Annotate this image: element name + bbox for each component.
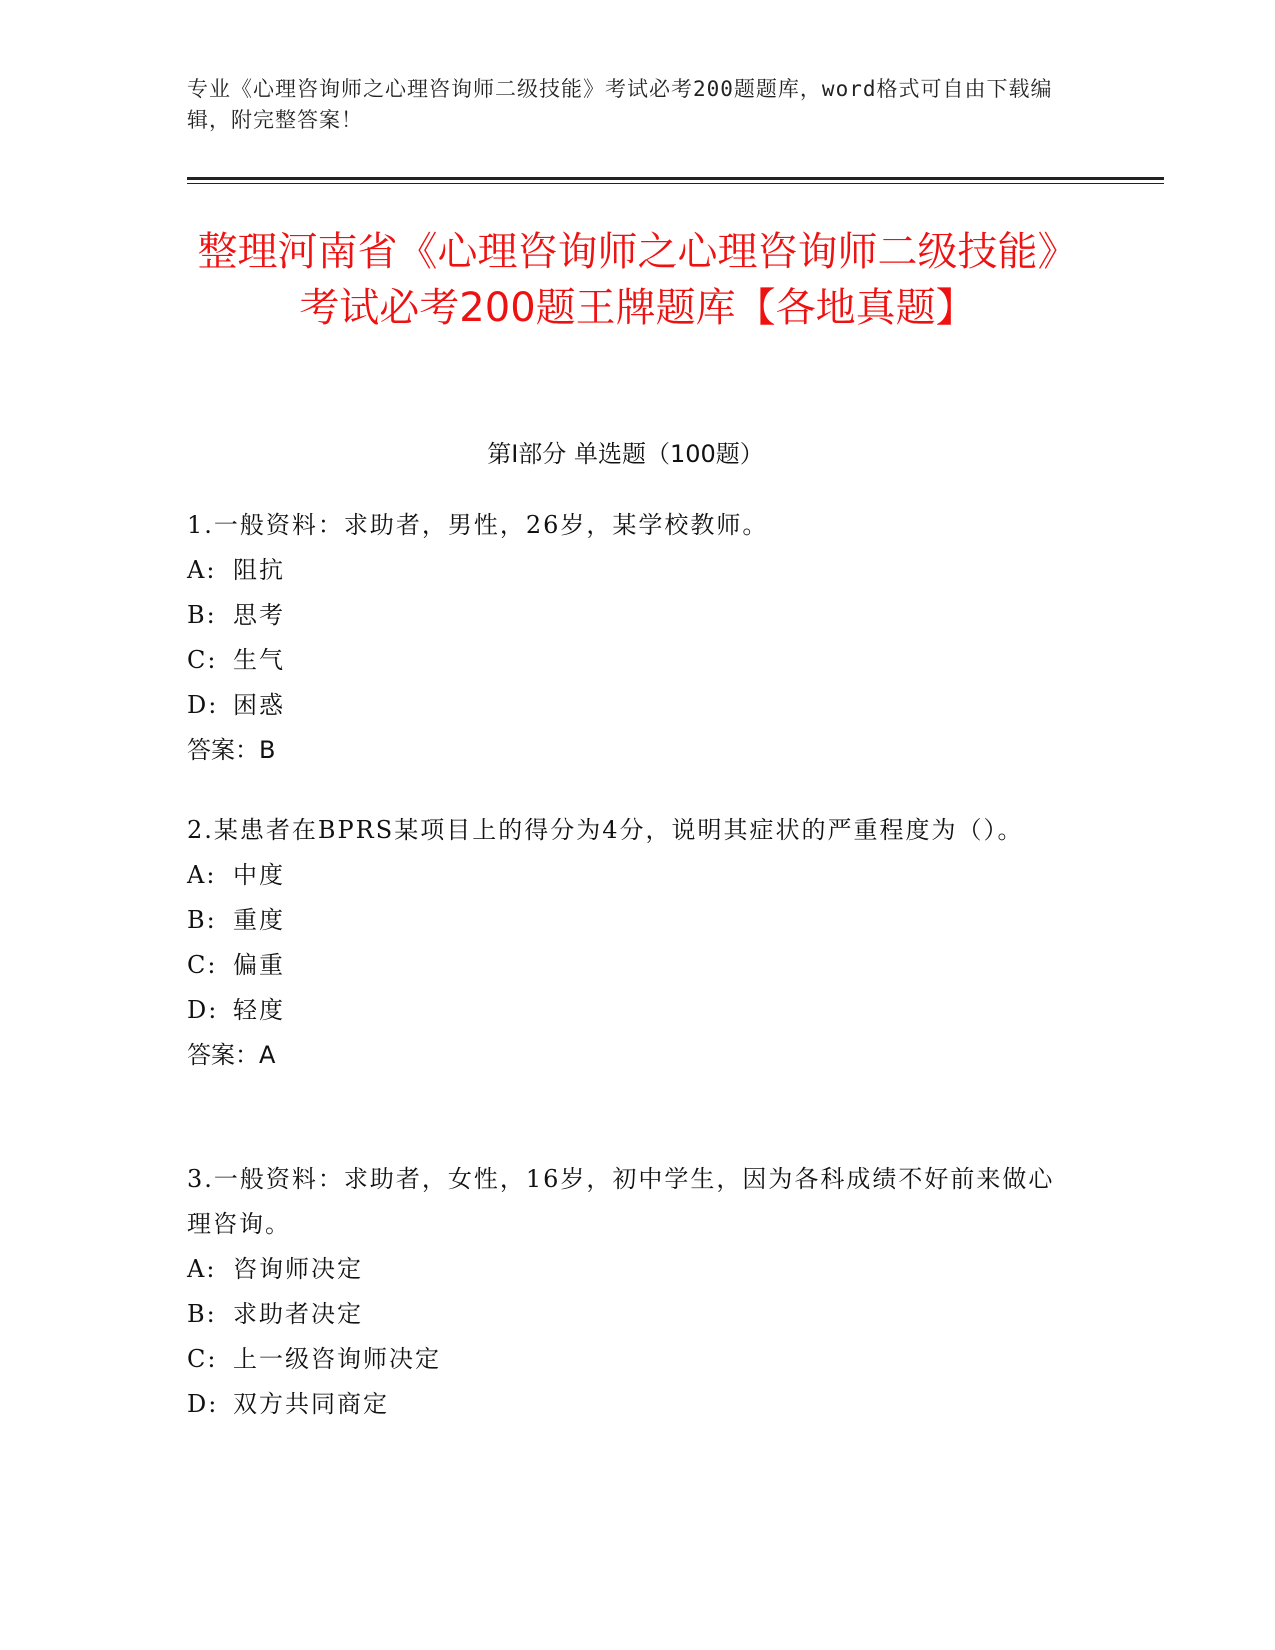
option-d [187,683,1067,728]
option-text: 生气 [233,646,285,674]
option-letter: C: [187,951,218,979]
question-2 [187,808,1067,1078]
question-1 [187,503,1067,773]
option-text: 重度 [233,906,285,934]
option-text: 轻度 [233,996,285,1024]
option-letter: A: [187,1255,217,1283]
option-text: 求助者决定 [233,1300,363,1328]
option-d [187,1382,1067,1427]
option-letter: C: [187,646,218,674]
option-letter: C: [187,1345,218,1373]
option-a [187,853,1067,898]
option-b [187,898,1067,943]
header-note: 专业《心理咨询师之心理咨询师二级技能》考试必考200题题库，word格式可自由下载编辑，附完整答案！ [187,77,1053,132]
option-c [187,1337,1067,1382]
header-divider-thin [187,183,1164,184]
option-text: 阻抗 [233,556,285,584]
option-letter: B: [187,1300,217,1328]
option-letter: A: [187,556,217,584]
document-title: 整理河南省《心理咨询师之心理咨询师二级技能》考试必考200题王牌题库【各地真题】 [197,229,1078,331]
option-d [187,988,1067,1033]
answer: 答案：A [187,1041,276,1069]
option-a [187,548,1067,593]
option-text: 偏重 [233,951,285,979]
option-letter: A: [187,861,217,889]
option-letter: D: [187,996,219,1024]
option-text: 中度 [233,861,285,889]
option-b [187,593,1067,638]
header-divider-thick [187,177,1164,180]
question-3 [187,1157,1067,1427]
question-text: 1.一般资料：求助者，男性，26岁，某学校教师。 [187,511,769,539]
option-text: 上一级咨询师决定 [233,1345,441,1373]
option-text: 双方共同商定 [233,1390,389,1418]
option-c [187,638,1067,683]
option-text: 思考 [233,601,285,629]
option-c [187,943,1067,988]
option-letter: B: [187,906,217,934]
option-a [187,1247,1067,1292]
question-text: 3.一般资料：求助者，女性，16岁，初中学生，因为各科成绩不好前来做心理咨询。 [187,1165,1055,1238]
option-text: 咨询师决定 [233,1255,363,1283]
option-letter: D: [187,691,219,719]
option-text: 困惑 [233,691,285,719]
option-letter: B: [187,601,217,629]
section-title: 第I部分 单选题（100题） [487,440,764,468]
answer: 答案：B [187,736,276,764]
option-b [187,1292,1067,1337]
option-letter: D: [187,1390,219,1418]
question-text: 2.某患者在BPRS某项目上的得分为4分，说明其症状的严重程度为（）。 [187,816,1024,844]
